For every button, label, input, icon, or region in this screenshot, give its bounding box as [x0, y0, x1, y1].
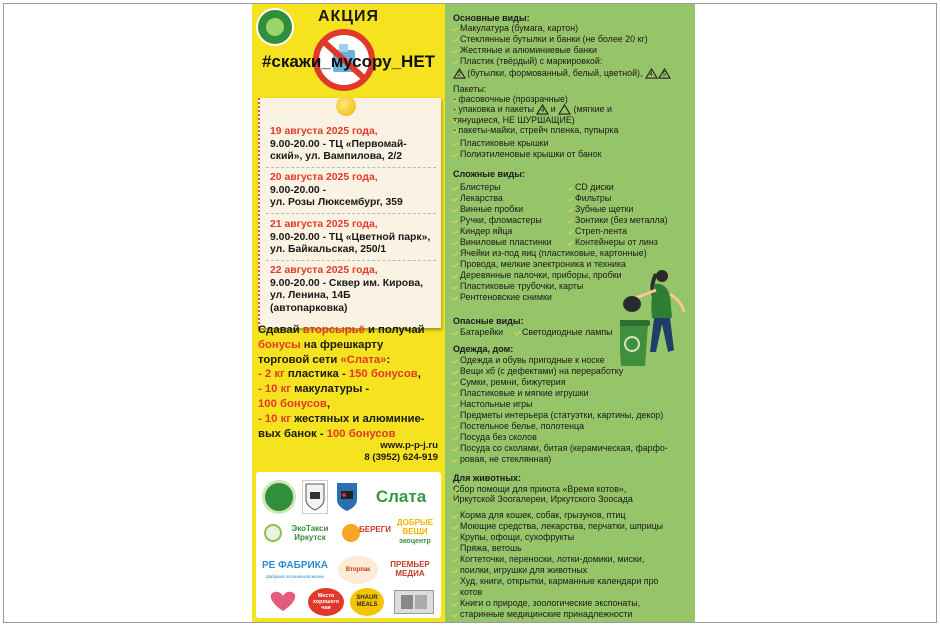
list-item: Ручки, фломастеры [453, 215, 542, 226]
left-column [252, 4, 445, 622]
list-item: Зубные щетки [568, 204, 633, 215]
list-item: Корма для кошек, собак, грызунов, птиц [453, 510, 625, 521]
list-item-continued: поилки, игрушки для животных [453, 565, 587, 576]
list-item: Настольные игры [453, 399, 532, 410]
list-item: Книги о природе, зоологические экспонаты, [453, 598, 640, 609]
event-address: ул. Ленина, 14Б [270, 290, 351, 301]
website-link[interactable]: www.p-p-j.ru [380, 440, 438, 451]
event-address: ский», ул. Вампилова, 2/2 [270, 151, 403, 162]
event-date: 20 августа 2025 года, [270, 172, 378, 183]
list-item: Сумки, ремни, бижутерия [453, 377, 566, 388]
list-item: Фильтры [568, 193, 611, 204]
list-item: Предметы интерьера (статуэтки, картины, декор) [453, 410, 663, 421]
bonus-highlight: 150 бонусов [348, 368, 418, 381]
sun-icon [342, 524, 360, 542]
list-item: - фасовочные (прозрачные) [453, 94, 568, 104]
section-title: Для животных: [453, 473, 522, 483]
right-column [445, 4, 695, 622]
section-title: Опасные виды: [453, 316, 524, 326]
bonus-highlight: - 10 кг [258, 383, 291, 396]
event-date: 22 августа 2025 года, [270, 265, 378, 276]
coat-of-arms-icon [334, 480, 360, 514]
section-title: Одежда, дом: [453, 344, 514, 354]
plastic-codes-line [453, 68, 666, 81]
bonus-text: жестяных и алюминие- [290, 412, 425, 425]
bonus-highlight: - 2 кг [258, 368, 285, 381]
list-item-text: (мягкие и [573, 104, 612, 114]
bonus-highlight: 100 бонусов [258, 397, 327, 410]
partner-ekotaksi: ЭкоТакси Иркутск [291, 524, 329, 542]
bonus-text: и получай [364, 324, 425, 336]
event-3 [270, 219, 438, 257]
list-item: Пластик (твёрдый) с маркировкой: [453, 56, 602, 67]
divider [266, 260, 436, 261]
event-time-place: 9.00-20.00 - [270, 184, 327, 196]
list-item: Пластиковые трубочки, карты [453, 281, 583, 292]
event-time-place: 9.00-20.00 - ТЦ «Первомай- [270, 138, 407, 150]
list-item: Пряжа, ветошь [453, 543, 522, 554]
bonus-text: , [326, 397, 330, 410]
list-item: Винные пробки [453, 204, 523, 215]
partner-mesto-chaya: Место хорошего чая [308, 588, 344, 616]
list-item: Батарейки [453, 327, 503, 338]
section-title: Сложные виды: [453, 169, 525, 179]
list-item: Жестяные и алюминиевые банки [453, 45, 597, 56]
list-item: Пластиковые и мягкие игрушки [453, 388, 589, 399]
bonus-text: Сдавай [258, 324, 303, 336]
list-item: Пластиковые крышки [453, 138, 549, 149]
list-item: Крупы, офощи, сухофрукты [453, 532, 574, 543]
partners-logos [256, 472, 441, 618]
recycle-icon [558, 104, 571, 115]
divider [266, 213, 436, 214]
event-address: ул. Розы Люксембург, 359 [270, 197, 403, 208]
bonus-highlight: «Слата» [340, 353, 387, 366]
event-1 [270, 126, 438, 164]
list-item: Блистеры [453, 182, 501, 193]
eco-poster [252, 4, 695, 622]
list-item: Вещи хб (с дефектами) на переработку [453, 366, 623, 377]
list-item: Сбор помощи для приюта «Время котов», [453, 484, 627, 494]
list-item-continued: котов [453, 587, 482, 598]
bonus-text: макулатуры - [290, 383, 370, 396]
event-time-place: 9.00-20.00 - ТЦ «Цветной парк», [270, 231, 431, 243]
book-icon [394, 590, 434, 614]
recycle-code: 4 [649, 72, 653, 78]
heart-icon [266, 590, 300, 612]
bonus-text: вых банок - [258, 427, 327, 440]
bonus-text: , [417, 368, 421, 381]
list-item: Макулатура (бумага, картон) [453, 23, 578, 34]
list-item: Полиэтиленовые крышки от банок [453, 149, 602, 160]
phone-number: 8 (3952) 624-919 [364, 452, 438, 463]
bonus-highlight: вторсырьё [302, 324, 365, 336]
list-item: Рентгеновские снимки [453, 292, 552, 303]
list-item: тянущиеся, НЕ ШУРШАЩИЕ) [453, 115, 575, 125]
list-item-continued: старинные медицинские принадлежности [453, 609, 632, 620]
list-item: Ячейки из-под яиц (пластиковые, картонные) [453, 248, 647, 259]
bonus-text: на фрешкарту [300, 338, 384, 351]
event-address-note: (автопарковка) [270, 302, 348, 314]
event-time-place: 9.00-20.00 - Сквер им. Кирова, [270, 277, 424, 289]
partner-refabrika-tagline: фабрика осознанной жизни [266, 574, 324, 579]
section-title: Пакеты: [453, 84, 487, 94]
partner-shaur-meals: SHAUR MEALS [350, 588, 384, 616]
divider [266, 167, 436, 168]
bonus-highlight: бонусы [258, 338, 301, 351]
list-item: Стреп-лента [568, 226, 627, 237]
bonus-text: торговой сети [258, 353, 341, 366]
woman-with-trash-bin-illustration [620, 266, 695, 376]
bonus-text: : [386, 353, 391, 366]
hashtag-title: #скажи_мусору_НЕТ [261, 52, 436, 71]
recycle-code: 4 [540, 108, 545, 114]
list-item: Одежда и обувь пригодные к носке [453, 355, 605, 366]
list-item: Посуда без сколов [453, 432, 537, 443]
bonus-highlight: 100 бонусов [326, 427, 396, 440]
event-2 [270, 172, 438, 210]
list-item: Контейнеры от линз [568, 237, 658, 248]
list-item: CD диски [568, 182, 614, 193]
list-item: Светодиодные лампы [515, 327, 613, 338]
list-item: Киндер яйца [453, 226, 512, 237]
list-item-continued: ровая, не стеклянная) [453, 454, 551, 465]
list-item: Лекарства [453, 193, 503, 204]
event-4 [270, 265, 438, 315]
partner-beregi: БЕРЕГИ [358, 524, 392, 534]
list-item: Зонтики (без металла) [568, 215, 668, 226]
contacts [258, 440, 438, 464]
partner-premier-media: ПРЕМЬЕР МЕДИА [390, 560, 430, 578]
list-item: Посуда со сколами, битая (керамическая, фарфо- [453, 443, 668, 454]
list-item: Когтеточки, переноски, лотки-домики, миски, [453, 554, 644, 565]
leaf-icon [264, 524, 282, 542]
list-item: - пакеты-майки, стрейч пленка, пупырка [453, 125, 619, 135]
list-item-text: (бутылки, формованный, белый, цветной), [467, 68, 643, 78]
list-item: Виниловые пластинки [453, 237, 552, 248]
list-item: Стеклянные бутылки и банки (не более 20 кг) [453, 34, 648, 45]
list-item: Деревянные палочки, приборы, пробки [453, 270, 622, 281]
section-title: Основные виды: [453, 13, 530, 23]
partner-vtorpak: Вторпак [338, 556, 378, 584]
partner-dobrye-veshchi: ДОБРЫЕ ВЕЩИ [396, 518, 434, 536]
list-item-text: и [550, 104, 556, 114]
pushpin-icon [336, 96, 356, 116]
partner-logo-eco [262, 480, 296, 514]
bonus-highlight: - 10 кг [258, 412, 291, 425]
campaign-label: АКЦИЯ [317, 8, 379, 25]
recycle-code: 2 [457, 72, 461, 78]
event-date: 21 августа 2025 года, [270, 219, 378, 230]
event-address: ул. Байкальская, 250/1 [270, 244, 387, 255]
recycle-code: 5 [662, 72, 667, 78]
event-date: 19 августа 2025 года, [270, 126, 378, 137]
list-item: Иркутской Зоогалереи, Иркутского Зоосада [453, 494, 633, 504]
list-item: Худ, книги, открытки, карманные календари про [453, 576, 658, 587]
partner-slata: Слата [375, 487, 427, 506]
list-item: Провода, мелкие электроника и техника [453, 259, 626, 270]
partner-refabrika: РЕ ФАБРИКА [262, 559, 328, 571]
bonus-text: пластика - [284, 368, 349, 381]
bonus-info [258, 323, 442, 441]
coat-of-arms-icon [302, 480, 328, 514]
list-item: Моющие средства, лекарства, перчатки, шприцы [453, 521, 663, 532]
list-item: Постельное белье, полотенца [453, 421, 584, 432]
list-item-text: - упаковка и пакеты [453, 104, 534, 114]
partner-ekocentr: экоцентр [399, 537, 431, 545]
